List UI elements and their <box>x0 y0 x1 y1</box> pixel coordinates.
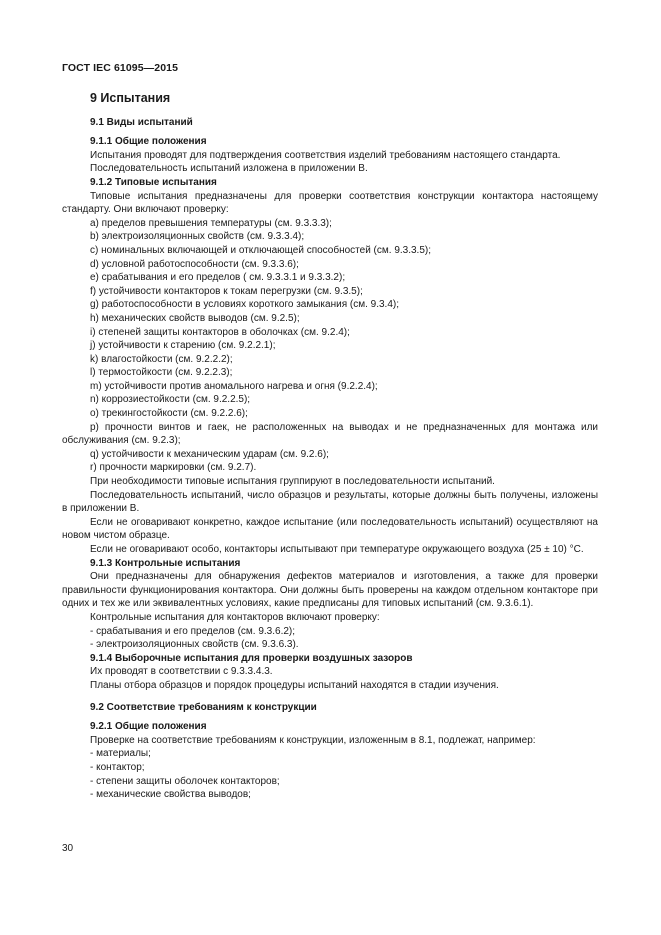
list-item: d) условной работоспособности (см. 9.3.3.6); <box>90 258 299 270</box>
section-9-2-title: 9.2 Соответствие требованиям к конструкции <box>90 701 317 713</box>
list-item: - материалы; <box>90 748 151 760</box>
paragraph: Последовательность испытаний изложена в приложении В. <box>90 163 368 175</box>
list-item: f) устойчивости контакторов к токам перегрузки (см. 9.3.5); <box>90 285 363 297</box>
paragraph: Планы отбора образцов и порядок процедуры испытаний находятся в стадии изучения. <box>90 679 499 691</box>
section-9-1-4-title: 9.1.4 Выборочные испытания для проверки воздушных зазоров <box>90 652 413 664</box>
section-9-1-1-title: 9.1.1 Общие положения <box>90 136 207 148</box>
section-9-title: 9 Испытания <box>90 91 171 105</box>
list-item: q) устойчивости к механическим ударам (см. 9.2.6); <box>90 448 329 460</box>
list-item: - степени защиты оболочек контакторов; <box>90 775 280 787</box>
list-item: j) устойчивости к старению (см. 9.2.2.1); <box>90 340 276 352</box>
section-9-1-3-title: 9.1.3 Контрольные испытания <box>90 557 241 569</box>
list-item: h) механических свойств выводов (см. 9.2.5); <box>90 312 300 324</box>
paragraph: Они предназначены для обнаружения дефектов материалов и изготовления, а также для проверки правильности функционирования контактора. Они должны быть проверены на каждом отдельном контакторе при одних и тех же или эквивалентных условиях, какие предписаны для типовых испытаний (см. 9.3.6.1). <box>62 571 598 610</box>
paragraph: Проверке на соответствие требованиям к конструкции, изложенным в 8.1, подлежат, например: <box>90 734 536 746</box>
paragraph: Контрольные испытания для контакторов включают проверку: <box>90 611 380 623</box>
paragraph: Если не оговаривают особо, контакторы испытывают при температуре окружающего воздуха (25 ± 10) °С. <box>90 544 584 555</box>
list-item: - срабатывания и его пределов (см. 9.3.6.2); <box>90 625 296 637</box>
list-item: p) прочности винтов и гаек, не расположенных на выводах и не предназначенных для монтажа или обслуживания (см. 9.2.3); <box>62 421 598 447</box>
list-item: k) влагостойкости (см. 9.2.2.2); <box>90 353 233 365</box>
document-body <box>62 92 598 802</box>
page-number: 30 <box>62 843 74 854</box>
list-item: c) номинальных включающей и отключающей способностей (см. 9.3.3.5); <box>90 244 432 256</box>
section-9-1-title: 9.1 Виды испытаний <box>90 116 193 128</box>
paragraph: Если не оговаривают конкретно, каждое испытание (или последовательность испытаний) осуществляют на новом чистом образце. <box>62 516 598 542</box>
paragraph: Испытания проводят для подтверждения соответствия изделий требованиям настоящего стандарта. <box>90 149 561 161</box>
document-header: ГОСТ IEC 61095—2015 <box>62 62 179 74</box>
list-item: n) коррозиестойкости (см. 9.2.2.5); <box>90 394 251 406</box>
paragraph: Их проводят в соответствии с 9.3.3.4.3. <box>90 666 273 678</box>
paragraph: Последовательность испытаний, число образцов и результаты, которые должны быть получены, изложены в приложении В. <box>62 489 598 515</box>
list-item: m) устойчивости против аномального нагрева и огня (9.2.2.4); <box>90 380 378 392</box>
list-item: i) степеней защиты контакторов в оболочках (см. 9.2.4); <box>90 326 350 338</box>
paragraph: Типовые испытания предназначены для проверки соответствия конструкции контактора настоящему стандарту. Они включают проверку: <box>62 190 598 216</box>
list-item: o) трекингостойкости (см. 9.2.2.6); <box>90 408 248 420</box>
list-item: g) работоспособности в условиях короткого замыкания (см. 9.3.4); <box>90 299 400 311</box>
list-item: a) пределов превышения температуры (см. 9.3.3.3); <box>90 217 332 229</box>
paragraph: При необходимости типовые испытания группируют в последовательности испытаний. <box>90 476 495 488</box>
list-item: - контактор; <box>90 761 145 773</box>
section-9-2-1-title: 9.2.1 Общие положения <box>90 721 207 733</box>
section-9-1-2-title: 9.1.2 Типовые испытания <box>90 176 217 188</box>
list-item: e) срабатывания и его пределов ( см. 9.3.3.1 и 9.3.3.2); <box>90 272 346 284</box>
list-item: b) электроизоляционных свойств (см. 9.3.3.4); <box>90 231 305 243</box>
list-item: r) прочности маркировки (см. 9.2.7). <box>90 462 257 474</box>
list-item: l) термостойкости (см. 9.2.2.3); <box>90 367 233 379</box>
list-item: - электроизоляционных свойств (см. 9.3.6.3). <box>90 639 299 651</box>
list-item: - механические свойства выводов; <box>90 789 251 801</box>
